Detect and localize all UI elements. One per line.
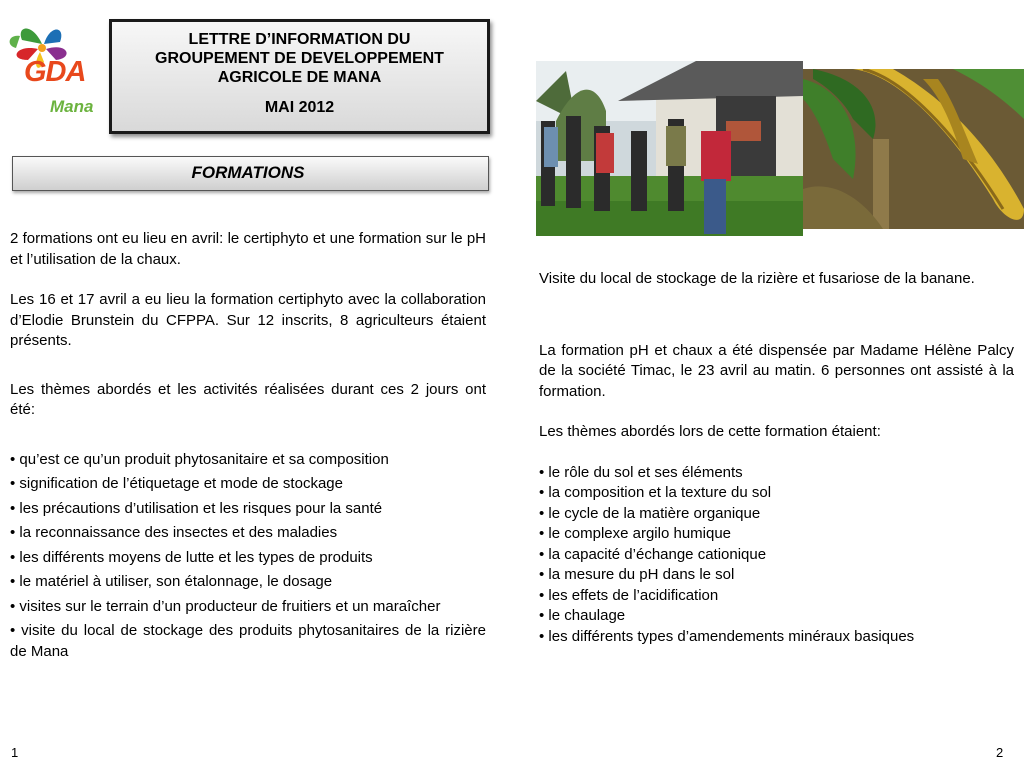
right-column — [539, 269, 1014, 647]
left-paragraph-1: 2 formations ont eu lieu en avril: le certiphyto et une formation sur le pH et l’utilisation de la chaux. — [10, 230, 486, 268]
left-bullet-item: • qu’est ce qu’un produit phytosanitaire et sa composition — [10, 450, 389, 468]
section-title: FORMATIONS — [191, 163, 305, 182]
newsletter-title-box — [109, 19, 490, 134]
right-bullet-item: • la composition et la texture du sol — [539, 484, 772, 501]
left-bullet-item: • les précautions d’utilisation et les risques pour la santé — [10, 499, 383, 517]
right-bullet-item: • la mesure du pH dans le sol — [539, 566, 735, 583]
right-bullet-item: • le complexe argilo humique — [539, 525, 732, 542]
logo-mana-text: Mana — [50, 97, 94, 116]
storage-visit-photo — [536, 61, 803, 236]
right-paragraph-2: Les thèmes abordés lors de cette formation étaient: — [539, 423, 881, 440]
left-paragraph-2: Les 16 et 17 avril a eu lieu la formation certiphyto avec la collaboration d’Elodie Brunstein du CFPPA. Sur 12 inscrits, 8 agriculteurs étaient présents. — [10, 291, 486, 349]
logo-gda-text: GDA — [24, 56, 86, 88]
title-line-3: AGRICOLE DE MANA — [217, 69, 382, 86]
section-header — [12, 156, 489, 191]
photo-caption: Visite du local de stockage de la rizière et fusariose de la banane. — [539, 270, 975, 287]
title-line-1: LETTRE D’INFORMATION DU — [188, 31, 411, 48]
left-bullet-item: • visite du local de stockage des produits phytosanitaires de la rizière de Mana — [10, 622, 486, 660]
left-bullet-item: • visites sur le terrain d’un producteur de fruitiers et un maraîcher — [10, 597, 441, 615]
right-bullet-item: • le chaulage — [539, 607, 626, 624]
banana-fusarium-photo — [803, 69, 1024, 229]
right-bullet-item: • la capacité d’échange cationique — [539, 545, 767, 563]
left-bullet-item: • les différents moyens de lutte et les types de produits — [10, 548, 373, 566]
right-bullet-item: • les différents types d’amendements minéraux basiques — [539, 627, 915, 645]
page-number-left: 1 — [11, 745, 19, 760]
right-bullet-item: • les effets de l’acidification — [539, 586, 719, 604]
left-bullet-item: • signification de l’étiquetage et mode de stockage — [10, 475, 343, 492]
page-number-right: 2 — [996, 745, 1004, 760]
right-paragraph-1: La formation pH et chaux a été dispensée par Madame Hélène Palcy de la société Timac, le 23 avril au matin. 6 personnes ont assisté à la formation. — [539, 341, 1014, 400]
left-column — [10, 229, 486, 666]
right-bullet-item: • le cycle de la matière organique — [539, 504, 761, 522]
left-bullet-item: • la reconnaissance des insectes et des maladies — [10, 524, 338, 541]
issue-date: MAI 2012 — [264, 99, 335, 116]
left-bullet-item: • le matériel à utiliser, son étalonnage, le dosage — [10, 573, 333, 590]
right-bullet-item: • le rôle du sol et ses éléments — [539, 463, 743, 481]
title-line-2: GROUPEMENT DE DEVELOPPEMENT — [155, 50, 444, 67]
left-paragraph-3: Les thèmes abordés et les activités réalisées durant ces 2 jours ont été: — [10, 380, 486, 418]
